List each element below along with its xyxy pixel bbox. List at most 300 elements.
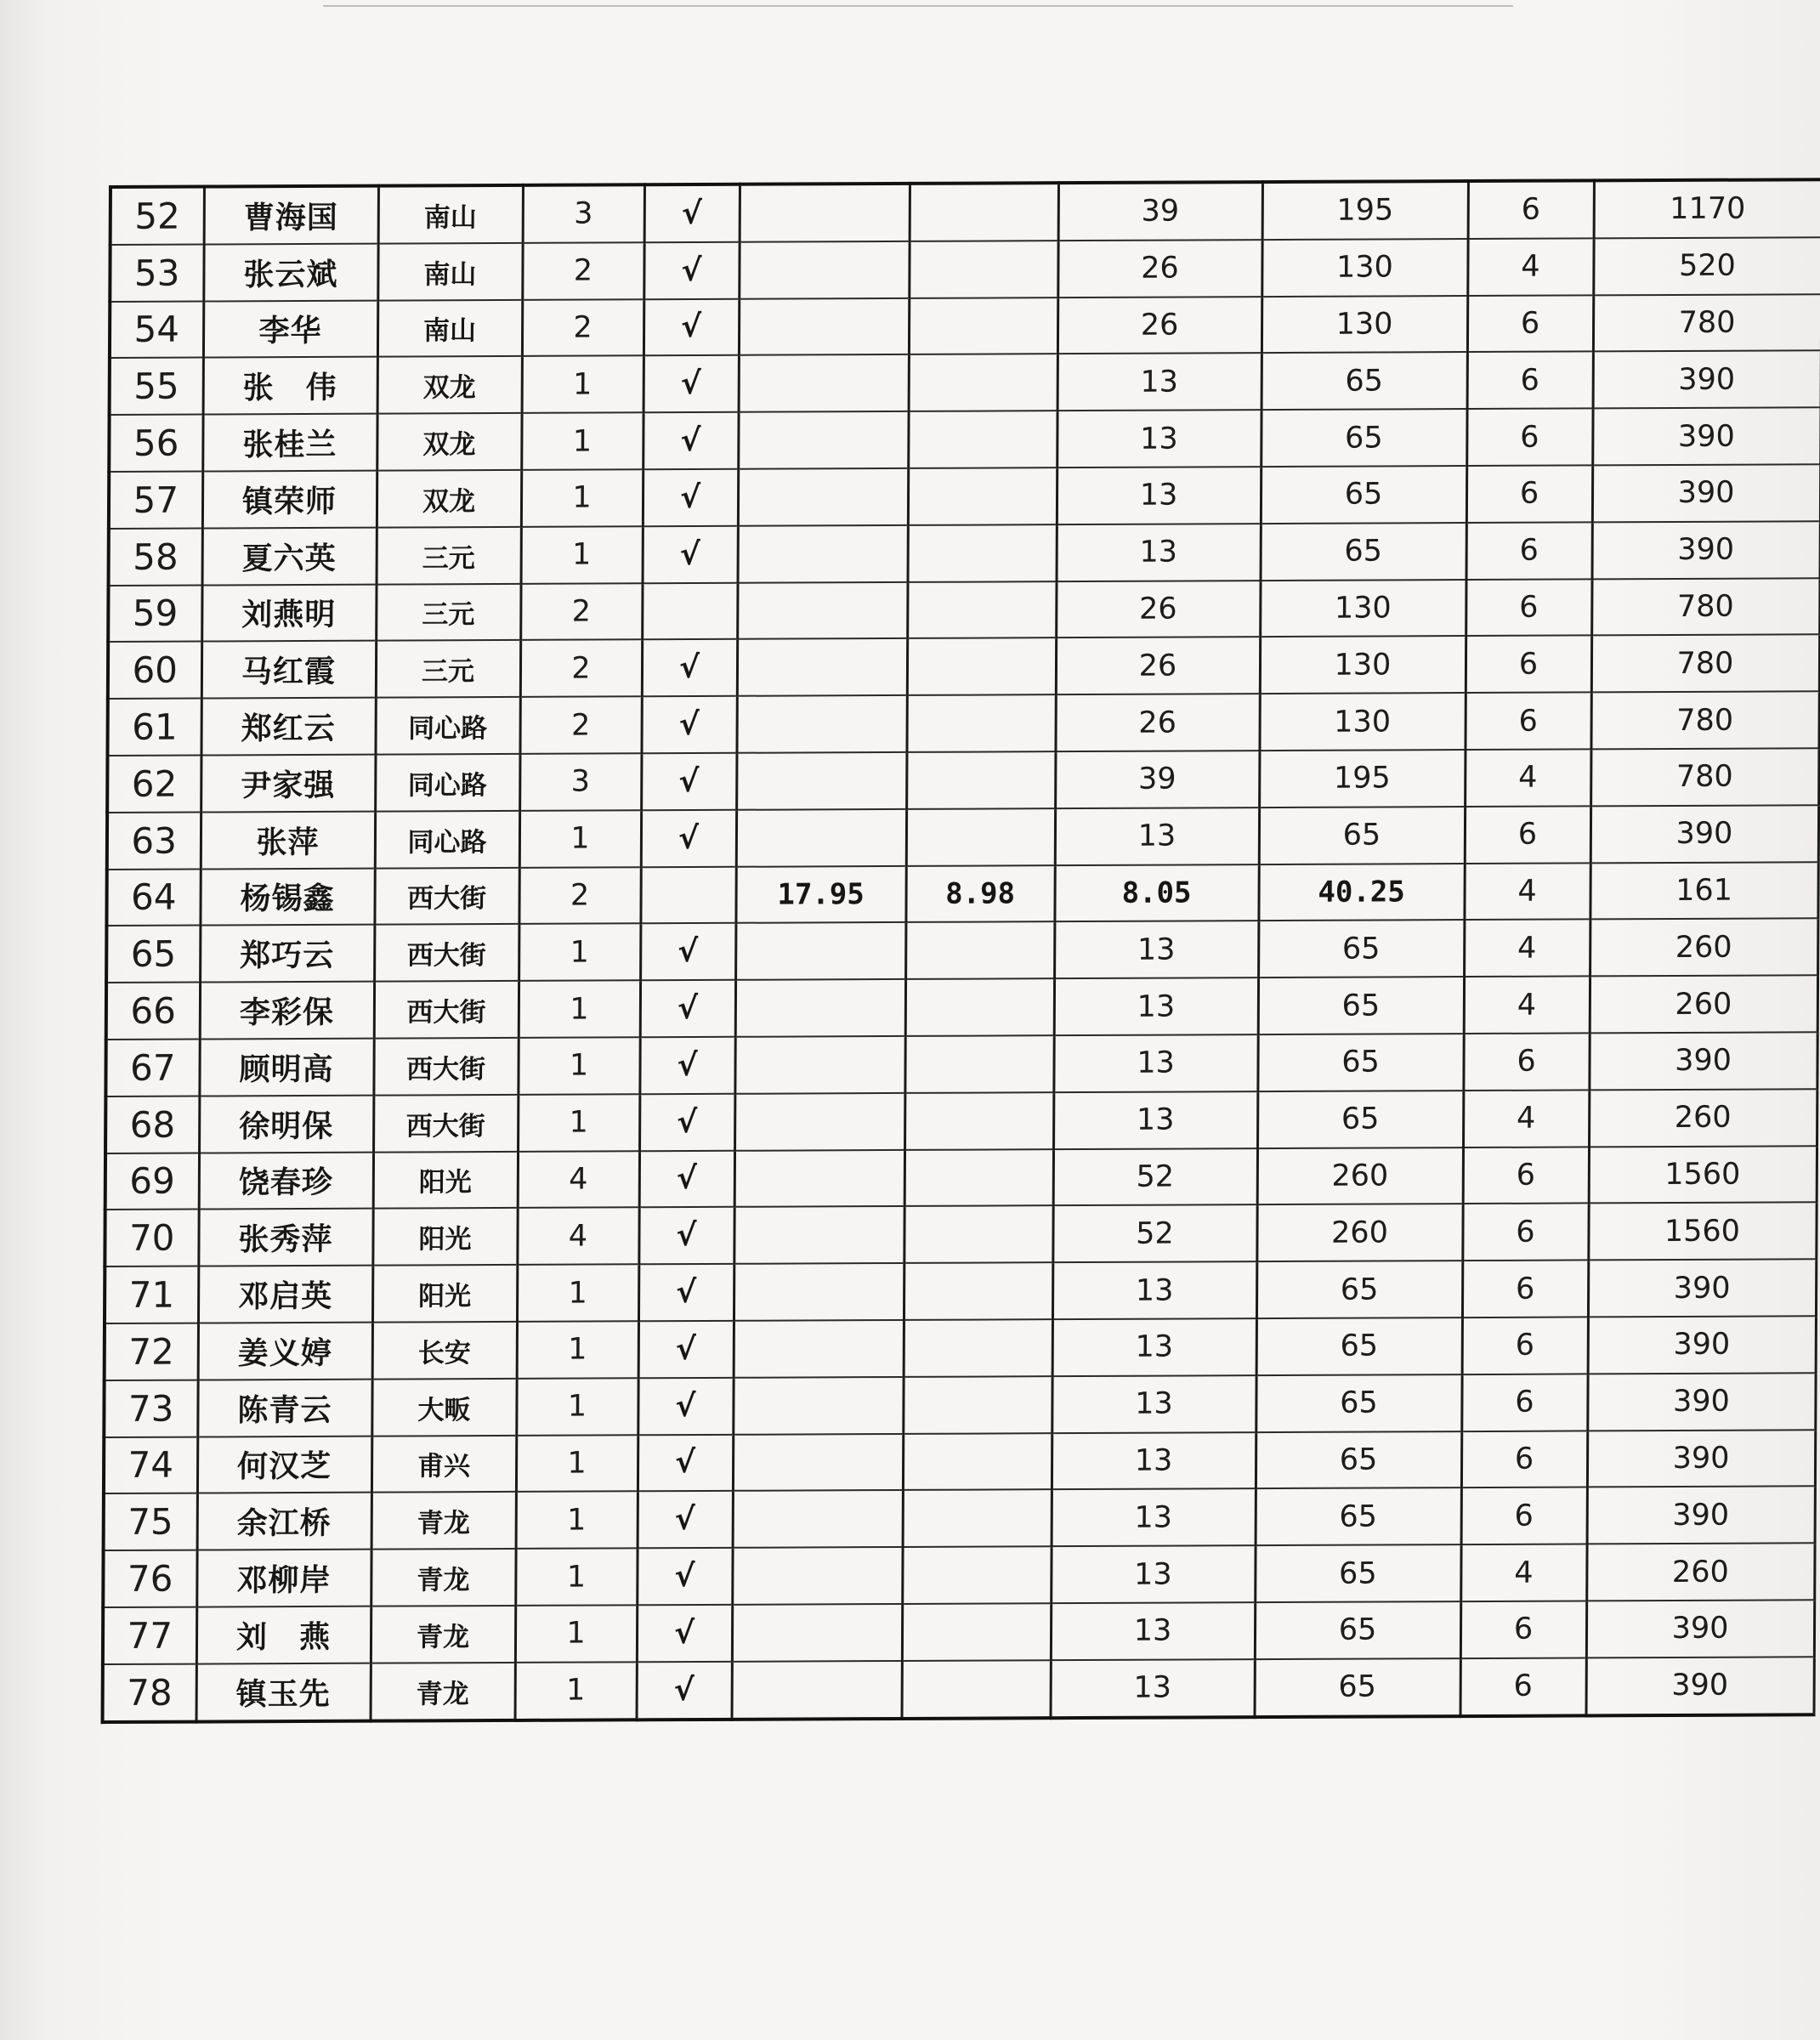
cell-col-b [909, 354, 1057, 412]
cell-row-number: 65 [106, 926, 200, 983]
cell-col-c: 39 [1058, 182, 1262, 241]
cell-col-f: 780 [1591, 635, 1819, 693]
cell-community: 青龙 [371, 1606, 515, 1663]
cell-persons: 2 [522, 299, 644, 356]
cell-col-d: 260 [1256, 1204, 1462, 1261]
cell-row-number: 60 [108, 642, 201, 699]
table-row [105, 1032, 1817, 1096]
cell-col-a [740, 184, 910, 242]
cell-col-a [732, 1547, 902, 1605]
cell-col-b [908, 411, 1057, 468]
cell-col-b [904, 1262, 1052, 1320]
cell-check-mark: √ [644, 355, 739, 412]
cell-name: 刘燕明 [201, 584, 376, 642]
cell-col-d: 130 [1259, 693, 1465, 751]
cell-col-b [906, 751, 1055, 809]
cell-col-e: 4 [1467, 238, 1593, 295]
cell-col-f: 1560 [1588, 1203, 1816, 1261]
cell-community: 青龙 [371, 1663, 515, 1721]
cell-check-mark: √ [638, 1491, 733, 1548]
cell-check-mark [640, 866, 735, 923]
cell-row-number: 70 [105, 1210, 198, 1266]
cell-col-a [734, 1206, 904, 1264]
cell-col-f: 260 [1590, 919, 1817, 977]
cell-col-c: 26 [1055, 694, 1259, 751]
cell-name: 姜义婷 [198, 1323, 372, 1380]
cell-community: 同心路 [375, 697, 519, 755]
cell-col-d: 40.25 [1258, 864, 1464, 921]
cell-persons: 2 [522, 242, 644, 299]
cell-persons: 2 [520, 640, 642, 697]
cell-col-f: 260 [1589, 1089, 1817, 1147]
cell-row-number: 54 [110, 301, 203, 358]
cell-col-a [737, 581, 907, 639]
cell-row-number: 64 [106, 869, 200, 926]
cell-col-e: 6 [1465, 806, 1590, 863]
cell-community: 同心路 [375, 754, 519, 812]
cell-row-number: 57 [109, 472, 202, 529]
cell-col-a [738, 525, 908, 583]
cell-row-number: 63 [107, 812, 201, 869]
cell-community: 青龙 [371, 1492, 516, 1550]
cell-name: 顾明高 [199, 1039, 373, 1096]
cell-persons: 1 [519, 810, 641, 867]
cell-col-d: 65 [1255, 1601, 1460, 1659]
cell-col-d: 65 [1255, 1658, 1460, 1717]
cell-row-number: 73 [104, 1380, 197, 1436]
cell-community: 长安 [372, 1322, 517, 1380]
cell-name: 曹海国 [204, 186, 378, 245]
cell-col-b [903, 1376, 1052, 1434]
cell-col-c: 13 [1055, 808, 1259, 865]
cell-col-e: 6 [1468, 180, 1594, 238]
cell-name: 李华 [203, 300, 377, 358]
ledger-table [101, 178, 1820, 1723]
cell-community: 阳光 [372, 1208, 517, 1266]
cell-row-number: 59 [108, 585, 201, 642]
cell-check-mark: √ [638, 1378, 733, 1435]
cell-name: 饶春珍 [199, 1152, 373, 1210]
cell-col-b [909, 298, 1057, 355]
cell-persons: 1 [519, 924, 640, 981]
cell-col-e: 6 [1466, 522, 1592, 579]
cell-col-f: 260 [1590, 975, 1817, 1033]
cell-col-f: 390 [1586, 1600, 1814, 1658]
cell-persons: 1 [515, 1548, 637, 1605]
cell-col-c: 52 [1052, 1204, 1256, 1262]
cell-check-mark: √ [641, 696, 736, 753]
cell-col-c: 26 [1056, 637, 1260, 694]
cell-col-e: 4 [1464, 863, 1590, 920]
cell-col-e: 6 [1463, 1147, 1589, 1204]
cell-community: 阳光 [373, 1151, 518, 1209]
cell-col-d: 260 [1257, 1148, 1463, 1205]
cell-col-e: 6 [1461, 1374, 1587, 1431]
cell-check-mark: √ [637, 1605, 732, 1662]
cell-row-number: 75 [104, 1493, 197, 1550]
cell-col-c: 13 [1052, 1261, 1256, 1319]
cell-col-b [904, 1149, 1053, 1207]
cell-community: 双龙 [377, 356, 522, 414]
cell-persons: 3 [519, 753, 641, 810]
cell-col-b [908, 468, 1057, 525]
cell-community: 三元 [376, 583, 520, 641]
cell-persons: 1 [518, 1094, 639, 1151]
cell-check-mark: √ [641, 810, 736, 867]
cell-check-mark: √ [639, 1094, 734, 1151]
cell-col-f: 1560 [1589, 1146, 1817, 1204]
cell-persons: 1 [522, 356, 644, 413]
cell-col-f: 390 [1587, 1487, 1815, 1544]
table-row [106, 975, 1817, 1040]
cell-persons: 1 [518, 1037, 639, 1094]
cell-row-number: 76 [103, 1550, 196, 1607]
cell-check-mark: √ [644, 298, 739, 355]
cell-col-b [906, 808, 1055, 866]
cell-col-a [736, 752, 906, 810]
cell-check-mark: √ [643, 412, 738, 469]
cell-col-f: 390 [1592, 521, 1820, 579]
cell-col-c: 13 [1052, 1432, 1256, 1490]
cell-row-number: 53 [110, 244, 203, 301]
cell-col-c: 13 [1057, 524, 1261, 581]
table-row [105, 1203, 1816, 1267]
cell-col-d: 130 [1262, 239, 1467, 297]
table-row [110, 237, 1820, 302]
cell-col-d: 65 [1259, 807, 1465, 864]
cell-name: 杨锡鑫 [200, 868, 374, 926]
cell-name: 张 伟 [203, 357, 377, 415]
cell-check-mark: √ [637, 1662, 732, 1720]
table-row [104, 1487, 1815, 1551]
cell-check-mark: √ [640, 980, 735, 1037]
cell-col-a [738, 468, 908, 526]
cell-col-b [904, 1319, 1052, 1377]
cell-row-number: 56 [109, 415, 202, 472]
cell-community: 阳光 [372, 1265, 517, 1323]
cell-community: 西大街 [374, 924, 519, 982]
cell-col-a [736, 809, 906, 867]
cell-check-mark: √ [639, 1150, 734, 1207]
cell-col-f: 1170 [1594, 179, 1820, 238]
cell-check-mark: √ [643, 469, 738, 526]
cell-col-f: 390 [1592, 464, 1820, 522]
cell-col-f: 390 [1587, 1373, 1815, 1431]
cell-col-b [907, 638, 1056, 696]
cell-check-mark: √ [640, 923, 735, 980]
cell-col-e: 6 [1463, 1033, 1589, 1090]
cell-community: 甫兴 [371, 1435, 516, 1493]
cell-name: 镇荣师 [202, 471, 377, 529]
cell-col-b [908, 524, 1057, 582]
table-row [106, 919, 1817, 983]
cell-col-c: 13 [1052, 1375, 1256, 1433]
cell-community: 大畈 [371, 1379, 516, 1436]
cell-col-d: 130 [1260, 580, 1466, 638]
cell-col-b: 8.98 [905, 865, 1054, 923]
cell-col-e: 6 [1466, 465, 1592, 522]
cell-community: 三元 [376, 640, 520, 698]
cell-persons: 4 [517, 1208, 638, 1265]
cell-row-number: 74 [104, 1436, 197, 1493]
cell-col-d: 65 [1256, 1318, 1462, 1375]
cell-name: 徐明保 [199, 1095, 373, 1153]
cell-col-f: 161 [1590, 862, 1817, 920]
cell-community: 西大街 [373, 1095, 518, 1153]
cell-col-a [734, 1263, 904, 1321]
cell-col-b [910, 183, 1058, 241]
cell-col-a [735, 979, 905, 1037]
cell-col-a [734, 1149, 904, 1207]
cell-check-mark: √ [638, 1207, 734, 1264]
cell-col-b [907, 581, 1056, 639]
cell-name: 邓柳岸 [196, 1550, 371, 1607]
cell-col-c: 13 [1052, 1318, 1256, 1376]
cell-check-mark: √ [638, 1434, 733, 1491]
cell-col-b [903, 1433, 1052, 1491]
cell-col-c: 13 [1051, 1545, 1255, 1603]
cell-col-f: 780 [1591, 578, 1819, 636]
cell-col-c: 13 [1051, 1659, 1255, 1718]
cell-name: 镇玉先 [196, 1663, 371, 1721]
cell-col-b [902, 1546, 1051, 1604]
cell-col-b [904, 1035, 1053, 1093]
cell-name: 李彩保 [200, 982, 374, 1040]
table-row [103, 1657, 1814, 1722]
cell-persons: 1 [516, 1435, 638, 1492]
cell-col-e: 4 [1463, 1090, 1589, 1147]
cell-col-c: 39 [1055, 751, 1259, 808]
cell-persons: 4 [518, 1151, 639, 1208]
cell-col-a [734, 1320, 904, 1378]
cell-col-a [737, 638, 907, 696]
cell-name: 张萍 [201, 811, 375, 869]
cell-persons: 1 [516, 1378, 638, 1435]
table-row [103, 1543, 1814, 1607]
cell-check-mark [642, 582, 737, 639]
cell-col-d: 195 [1259, 750, 1465, 808]
table-row [109, 521, 1820, 586]
cell-name: 邓启英 [198, 1266, 372, 1323]
cell-col-e: 4 [1460, 1544, 1586, 1601]
cell-col-d: 65 [1256, 1431, 1461, 1489]
cell-col-a [733, 1490, 903, 1548]
cell-check-mark: √ [639, 1037, 734, 1094]
cell-col-c: 13 [1052, 1488, 1256, 1546]
cell-col-f: 390 [1592, 407, 1820, 465]
cell-col-d: 195 [1262, 181, 1468, 240]
cell-community: 同心路 [375, 811, 519, 869]
cell-col-a [733, 1377, 903, 1435]
table-row [105, 1259, 1816, 1323]
cell-check-mark: √ [644, 242, 739, 299]
cell-col-e: 6 [1460, 1601, 1586, 1658]
cell-col-e: 4 [1464, 920, 1590, 977]
cell-community: 西大街 [374, 867, 519, 925]
cell-name: 张桂兰 [202, 414, 377, 472]
table-row [110, 351, 1820, 416]
cell-col-f: 390 [1589, 1032, 1817, 1090]
cell-col-f: 390 [1593, 351, 1820, 409]
cell-name: 郑红云 [201, 698, 375, 756]
cell-col-b [902, 1660, 1051, 1719]
cell-col-d: 65 [1255, 1544, 1460, 1602]
cell-row-number: 69 [105, 1153, 199, 1210]
cell-col-f: 390 [1588, 1316, 1816, 1374]
cell-row-number: 68 [105, 1096, 199, 1153]
cell-community: 三元 [377, 527, 521, 585]
cell-col-b [902, 1603, 1051, 1661]
cell-col-b [904, 1206, 1052, 1264]
cell-col-c: 26 [1057, 240, 1262, 298]
cell-name: 张云斌 [203, 243, 377, 301]
cell-row-number: 66 [106, 983, 200, 1040]
cell-persons: 2 [519, 696, 641, 753]
cell-col-e: 6 [1467, 295, 1593, 352]
cell-col-b [909, 241, 1057, 298]
cell-community: 青龙 [371, 1549, 515, 1606]
cell-persons: 2 [520, 583, 642, 640]
cell-col-e: 4 [1465, 749, 1590, 806]
cell-row-number: 77 [103, 1606, 196, 1663]
cell-col-c: 13 [1053, 1034, 1257, 1092]
cell-name: 郑巧云 [200, 925, 374, 983]
table-row [105, 1146, 1817, 1210]
ledger-sheet [101, 178, 1820, 1723]
table-row [109, 464, 1820, 529]
cell-check-mark: √ [644, 184, 740, 242]
cell-col-a [736, 695, 906, 753]
table-row [107, 805, 1818, 870]
cell-col-e: 6 [1466, 636, 1591, 693]
cell-col-c: 13 [1057, 410, 1261, 468]
cell-col-b [905, 922, 1054, 980]
cell-col-f: 390 [1590, 805, 1818, 863]
cell-name: 张秀萍 [198, 1209, 372, 1266]
cell-name: 夏六英 [202, 527, 377, 585]
cell-row-number: 52 [111, 187, 204, 245]
cell-col-f: 780 [1590, 691, 1818, 749]
cell-row-number: 61 [107, 699, 201, 756]
cell-col-a [734, 1036, 904, 1094]
cell-persons: 2 [519, 867, 640, 924]
cell-col-d: 65 [1258, 920, 1464, 978]
cell-col-b [904, 1092, 1053, 1150]
cell-row-number: 58 [109, 528, 202, 585]
cell-col-b [905, 978, 1054, 1036]
cell-check-mark: √ [643, 526, 738, 583]
cell-col-a [732, 1604, 902, 1662]
cell-col-a [739, 298, 909, 355]
cell-col-d: 65 [1258, 977, 1464, 1034]
cell-row-number: 55 [110, 358, 203, 415]
cell-row-number: 78 [103, 1663, 196, 1721]
cell-col-e: 6 [1461, 1431, 1587, 1488]
previous-page-edge [323, 0, 1513, 7]
cell-col-e: 6 [1466, 579, 1591, 636]
table-row [106, 862, 1817, 926]
cell-row-number: 72 [105, 1323, 198, 1380]
cell-persons: 1 [521, 412, 643, 469]
cell-col-c: 52 [1053, 1148, 1257, 1206]
cell-col-e: 6 [1465, 693, 1590, 750]
cell-check-mark: √ [638, 1264, 734, 1321]
cell-col-f: 780 [1593, 294, 1820, 352]
cell-col-d: 65 [1257, 1034, 1463, 1091]
table-row [104, 1373, 1815, 1437]
cell-col-e: 6 [1466, 409, 1592, 466]
cell-persons: 1 [516, 1492, 638, 1549]
cell-col-b [903, 1490, 1052, 1548]
cell-name: 何汉芝 [197, 1436, 371, 1493]
cell-col-a [739, 354, 909, 412]
cell-check-mark: √ [637, 1548, 732, 1605]
cell-name: 刘 燕 [196, 1606, 371, 1664]
cell-persons: 1 [521, 469, 643, 526]
cell-col-d: 130 [1262, 296, 1467, 354]
cell-col-d: 65 [1256, 1488, 1461, 1545]
table-row [107, 748, 1818, 813]
cell-col-f: 390 [1586, 1657, 1814, 1715]
cell-community: 南山 [378, 185, 523, 244]
table-row [105, 1089, 1817, 1153]
cell-col-e: 6 [1462, 1317, 1588, 1374]
cell-col-f: 390 [1587, 1430, 1815, 1488]
cell-persons: 1 [517, 1264, 638, 1321]
cell-col-f: 260 [1586, 1543, 1814, 1601]
table-row [108, 578, 1819, 643]
table-row [108, 635, 1819, 700]
cell-col-c: 26 [1056, 581, 1260, 638]
table-row [109, 407, 1820, 472]
cell-community: 双龙 [377, 413, 521, 471]
cell-col-d: 65 [1262, 352, 1467, 410]
cell-col-c: 26 [1057, 297, 1262, 354]
cell-col-c: 13 [1051, 1602, 1255, 1660]
cell-col-c: 13 [1054, 978, 1258, 1035]
cell-col-c: 13 [1054, 921, 1258, 978]
cell-col-d: 65 [1257, 1091, 1463, 1148]
cell-check-mark: √ [638, 1321, 734, 1378]
table-row [111, 179, 1820, 245]
cell-community: 南山 [377, 299, 522, 357]
cell-check-mark: √ [641, 753, 736, 810]
cell-row-number: 67 [105, 1040, 199, 1096]
cell-col-d: 65 [1261, 409, 1466, 467]
cell-col-a [735, 922, 905, 980]
cell-col-c: 13 [1057, 353, 1262, 411]
cell-name: 尹家强 [201, 755, 375, 813]
cell-name: 陈青云 [197, 1379, 371, 1436]
cell-persons: 1 [521, 526, 643, 583]
cell-col-d: 65 [1261, 466, 1466, 524]
cell-col-f: 520 [1593, 237, 1820, 295]
cell-community: 双龙 [377, 470, 521, 528]
cell-col-a [739, 241, 909, 299]
table-row [105, 1316, 1816, 1380]
cell-persons: 1 [515, 1662, 637, 1720]
cell-col-c: 13 [1053, 1091, 1257, 1149]
cell-col-e: 6 [1462, 1204, 1588, 1261]
cell-col-a [732, 1661, 902, 1720]
cell-persons: 1 [515, 1605, 637, 1662]
cell-community: 西大街 [374, 981, 519, 1039]
cell-col-c: 8.05 [1054, 864, 1258, 922]
cell-col-d: 65 [1256, 1261, 1462, 1318]
cell-check-mark: √ [642, 639, 737, 696]
cell-community: 南山 [377, 243, 522, 301]
table-row [103, 1600, 1814, 1664]
